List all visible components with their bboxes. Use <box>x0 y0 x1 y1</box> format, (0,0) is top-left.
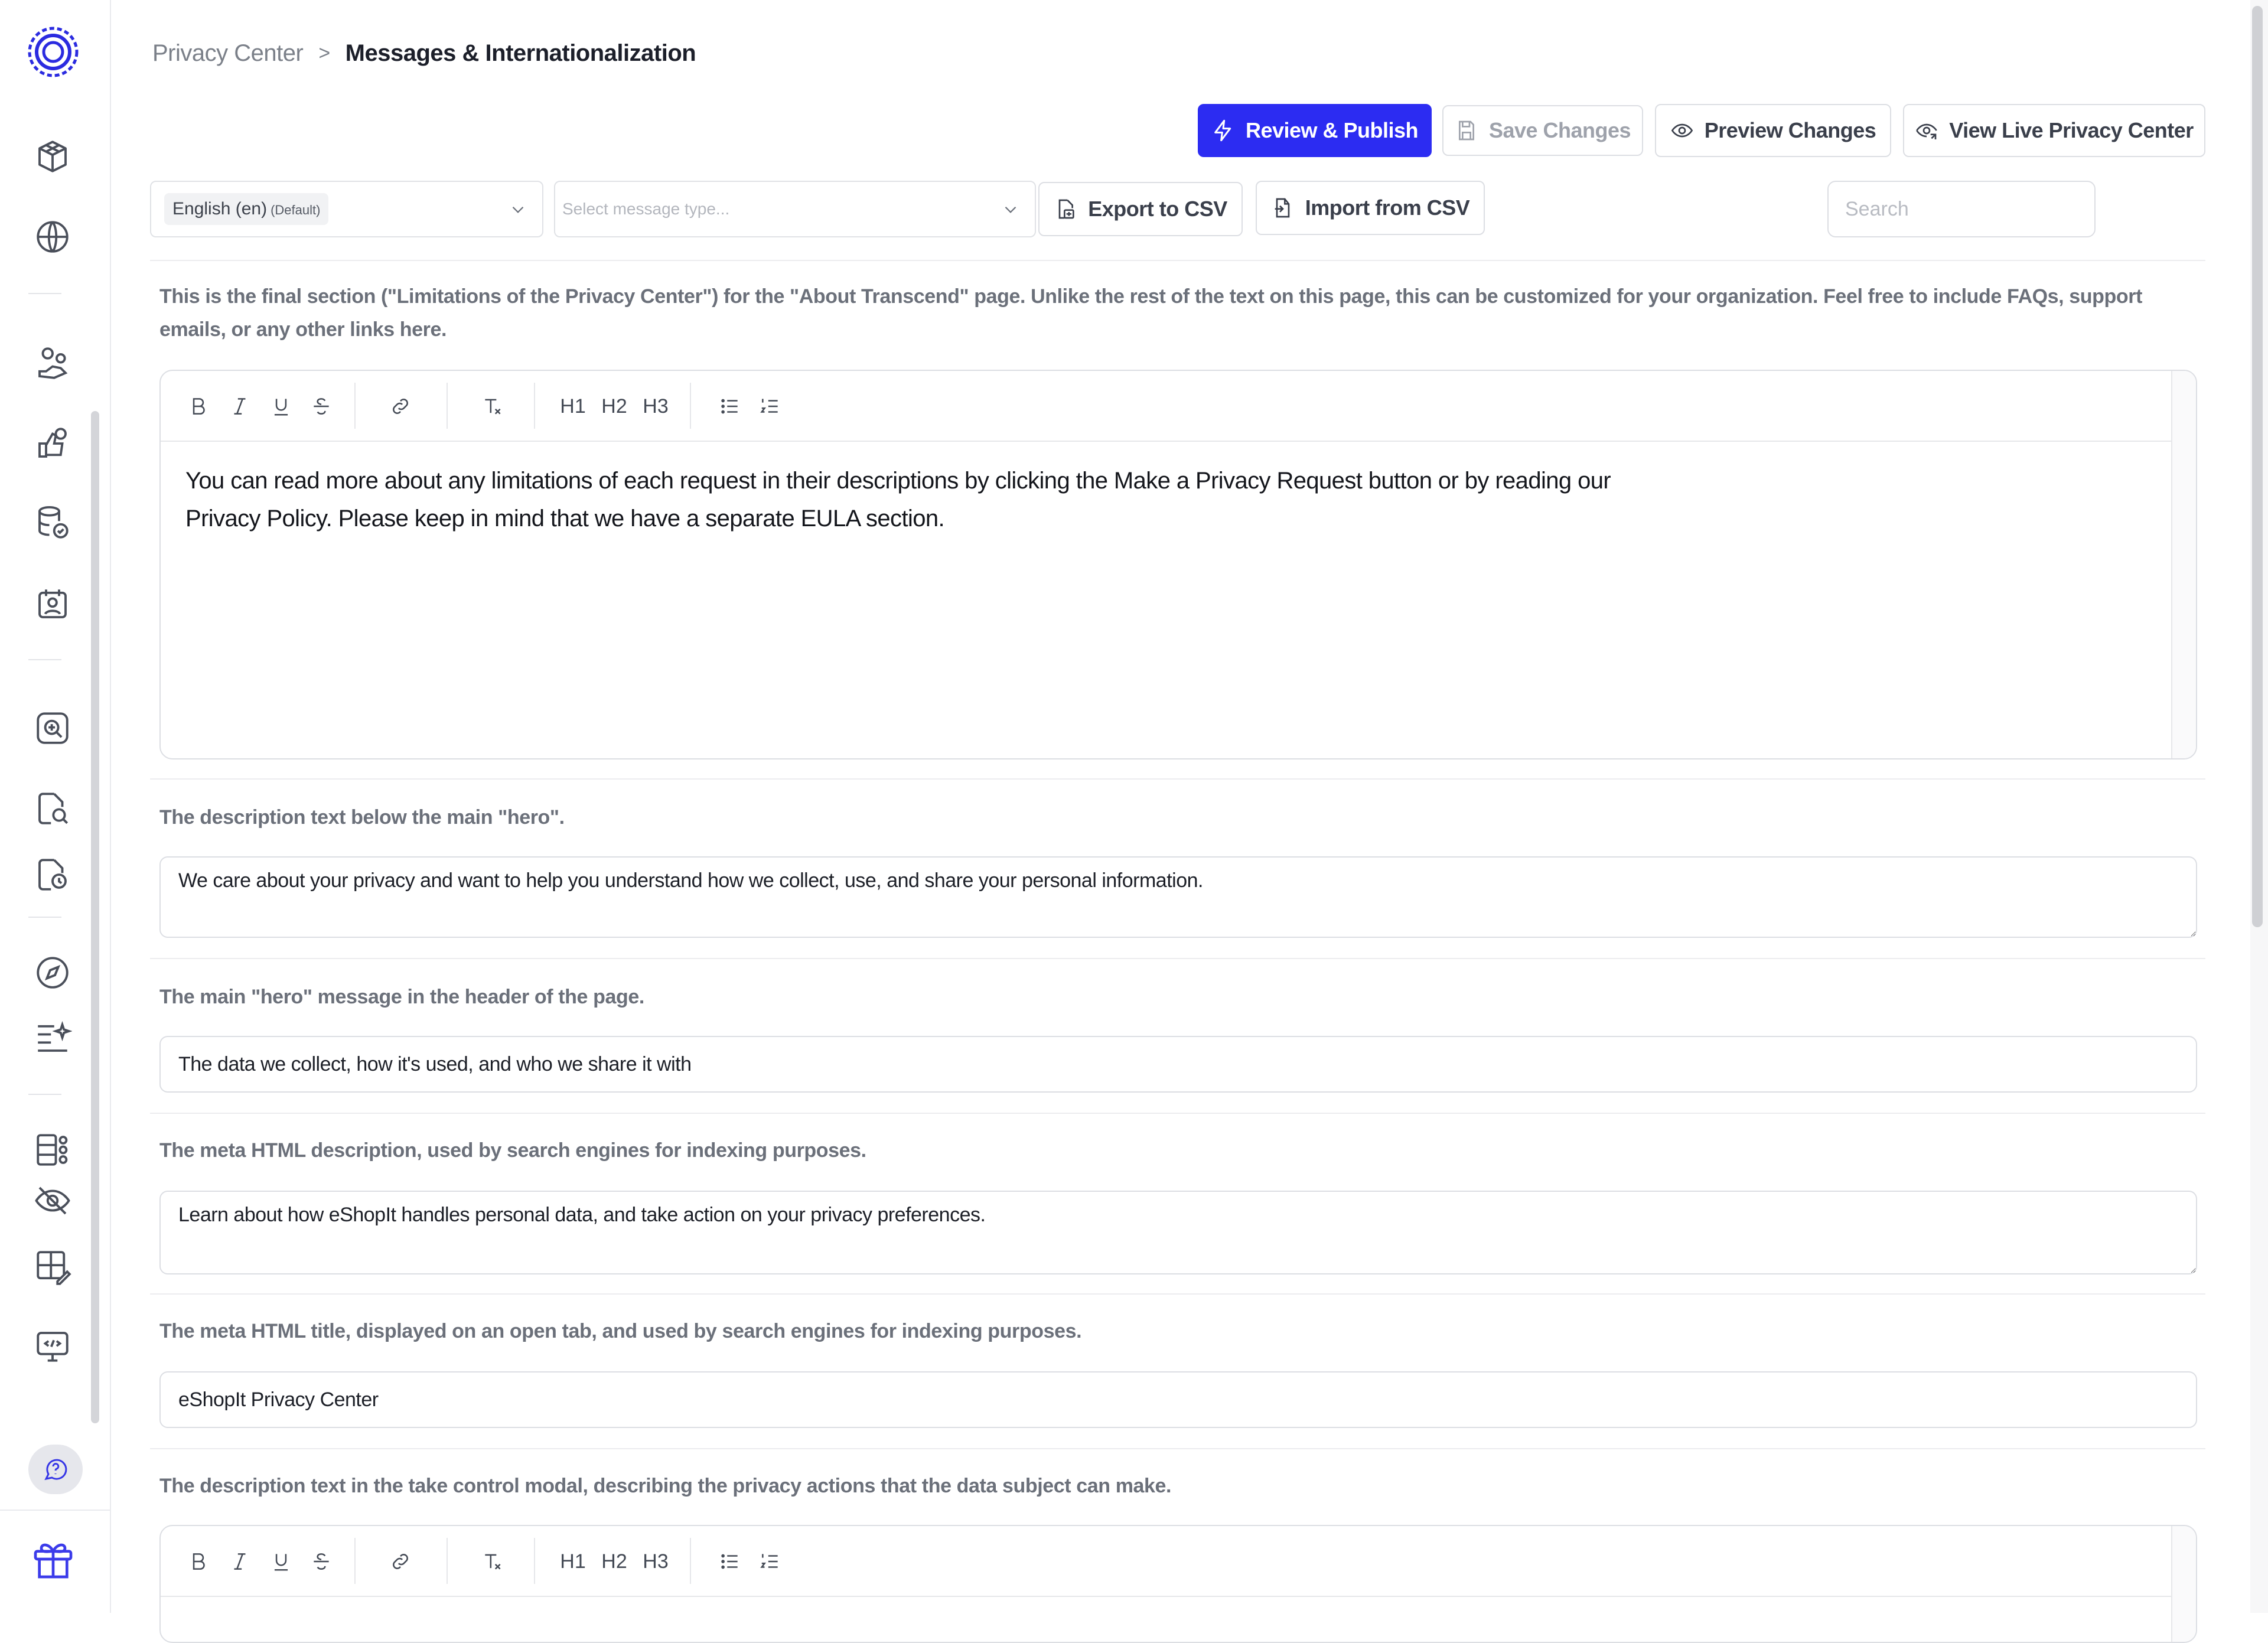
field-label-take-control-modal: The description text in the take control modal, describing the privacy actions that the data subject can make. <box>159 1475 1172 1497</box>
ordered-list-icon[interactable] <box>758 1550 782 1573</box>
gift-icon[interactable] <box>30 1536 77 1583</box>
heading-1-button[interactable]: H1 <box>560 395 586 418</box>
divider <box>150 1113 2205 1114</box>
bold-icon[interactable] <box>187 1550 210 1573</box>
bold-icon[interactable] <box>187 395 210 418</box>
message-type-placeholder: Select message type... <box>562 200 730 218</box>
lightning-icon <box>1211 119 1235 142</box>
database-check-icon[interactable] <box>33 503 72 542</box>
save-changes-button[interactable] <box>1442 105 1643 156</box>
eye-off-icon[interactable] <box>33 1181 72 1220</box>
developer-monitor-icon[interactable] <box>33 1326 72 1365</box>
heading-2-button[interactable]: H2 <box>601 1550 627 1573</box>
editor-toolbar <box>161 1526 2172 1597</box>
toolbar-divider <box>354 1538 356 1584</box>
search-input[interactable] <box>1827 181 2096 237</box>
main-content <box>110 0 2236 1613</box>
export-csv-button[interactable] <box>1038 182 1243 236</box>
editor-content[interactable]: You can read more about any limitations of each request in their descriptions by clicking the Make a Privacy Request button or by reading our Privacy Policy. Please keep in mind that we have a separate EULA section. <box>185 468 1611 532</box>
sidebar <box>0 0 111 1613</box>
toolbar-divider <box>447 1538 448 1584</box>
help-button[interactable] <box>28 1445 83 1494</box>
heading-3-button[interactable]: H3 <box>643 1550 669 1573</box>
heading-3-button[interactable]: H3 <box>643 395 669 418</box>
preview-changes-button[interactable] <box>1655 104 1891 157</box>
field-label-hero-message: The main "hero" message in the header of the page. <box>159 986 644 1008</box>
message-type-select[interactable] <box>554 181 1036 237</box>
italic-icon[interactable] <box>228 395 252 418</box>
sidebar-scrollbar[interactable] <box>91 411 99 1423</box>
save-changes-label: Save Changes <box>1488 118 1631 142</box>
underline-icon[interactable] <box>269 1550 293 1573</box>
strikethrough-icon[interactable] <box>309 395 333 418</box>
heading-1-button[interactable]: H1 <box>560 1550 586 1573</box>
editor-scrollbar[interactable] <box>2171 371 2196 758</box>
rich-text-editor-limitations[interactable] <box>159 370 2197 759</box>
floppy-disk-icon <box>1455 119 1478 142</box>
italic-icon[interactable] <box>228 1550 252 1573</box>
bullet-list-icon[interactable] <box>718 395 742 418</box>
logo-icon[interactable] <box>26 25 80 79</box>
export-csv-label: Export to CSV <box>1088 197 1227 221</box>
audit-search-icon[interactable] <box>33 709 72 748</box>
chevron-down-icon <box>508 200 528 220</box>
review-publish-label: Review & Publish <box>1245 118 1419 142</box>
data-inventory-icon[interactable] <box>33 137 72 176</box>
sidebar-divider <box>28 293 61 294</box>
preferences-icon[interactable] <box>33 424 72 463</box>
integrations-icon[interactable] <box>33 1130 72 1169</box>
link-icon[interactable] <box>387 1550 413 1573</box>
meta-title-input[interactable] <box>159 1371 2197 1428</box>
toolbar-divider <box>690 1538 691 1584</box>
editor-scrollbar[interactable] <box>2171 1526 2196 1642</box>
toolbar-divider <box>534 1538 535 1584</box>
eye-icon <box>1670 119 1694 142</box>
divider <box>150 1293 2205 1295</box>
toolbar-divider <box>354 383 356 429</box>
hero-message-input[interactable] <box>159 1036 2197 1093</box>
document-policy-icon[interactable] <box>33 855 72 894</box>
language-value: English (en) <box>172 199 268 219</box>
heading-2-button[interactable]: H2 <box>601 395 627 418</box>
meta-description-textarea[interactable] <box>159 1191 2197 1274</box>
ordered-list-icon[interactable] <box>758 395 782 418</box>
chevron-down-icon <box>1001 200 1021 220</box>
divider <box>150 1448 2205 1449</box>
editor-toolbar <box>161 371 2172 442</box>
clear-format-icon[interactable] <box>480 1550 506 1573</box>
breadcrumb-separator: > <box>318 41 330 64</box>
review-publish-button[interactable] <box>1198 104 1432 157</box>
divider <box>150 778 2205 780</box>
file-export-icon <box>1054 197 1077 221</box>
field-label-limitations: This is the final section ("Limitations of the Privacy Center") for the "About Transcend" page. Unlike the rest of the text on this page, this can be customized for your organization. Feel free to include FAQs, support emails, or any other links here. <box>159 285 2142 341</box>
field-label-hero-description: The description text below the main "hero". <box>159 806 565 829</box>
page-title: Messages & Internationalization <box>345 40 696 66</box>
rich-text-editor-take-control[interactable] <box>159 1525 2197 1643</box>
identity-icon[interactable] <box>33 585 72 624</box>
compass-icon[interactable] <box>33 953 72 992</box>
language-select[interactable] <box>150 181 543 237</box>
divider <box>150 958 2205 959</box>
field-label-meta-description: The meta HTML description, used by search engines for indexing purposes. <box>159 1139 866 1162</box>
toolbar-divider <box>534 383 535 429</box>
help-icon <box>41 1455 70 1484</box>
breadcrumb-root-link[interactable]: Privacy Center <box>152 40 304 66</box>
divider <box>150 260 2205 261</box>
sidebar-divider <box>28 1094 61 1095</box>
toolbar-divider <box>690 383 691 429</box>
sidebar-divider <box>28 659 61 660</box>
import-csv-label: Import from CSV <box>1305 195 1470 220</box>
language-default-tag: (Default) <box>271 203 321 217</box>
bullet-list-icon[interactable] <box>718 1550 742 1573</box>
file-import-icon <box>1271 196 1295 220</box>
consent-icon[interactable] <box>33 344 72 383</box>
sidebar-divider <box>28 917 61 918</box>
view-live-privacy-center-button[interactable] <box>1903 104 2205 157</box>
globe-icon[interactable] <box>33 217 72 256</box>
hero-description-textarea[interactable] <box>159 856 2197 938</box>
language-tag <box>164 193 328 225</box>
eye-link-icon <box>1915 119 1938 142</box>
page-scrollbar-thumb[interactable] <box>2252 6 2263 927</box>
strikethrough-icon[interactable] <box>309 1550 333 1573</box>
underline-icon[interactable] <box>269 395 293 418</box>
preview-changes-label: Preview Changes <box>1704 118 1876 142</box>
document-search-icon[interactable] <box>33 789 72 828</box>
text-sparkle-icon[interactable] <box>33 1018 72 1057</box>
breadcrumb <box>152 35 696 71</box>
clear-format-icon[interactable] <box>480 395 506 418</box>
layout-edit-icon[interactable] <box>33 1247 72 1286</box>
field-label-meta-title: The meta HTML title, displayed on an open tab, and used by search engines for indexing purposes. <box>159 1320 1082 1342</box>
sidebar-footer-divider <box>0 1510 110 1511</box>
import-csv-button[interactable] <box>1256 181 1485 235</box>
link-icon[interactable] <box>387 395 413 418</box>
view-live-label: View Live Privacy Center <box>1949 118 2194 142</box>
toolbar-divider <box>447 383 448 429</box>
